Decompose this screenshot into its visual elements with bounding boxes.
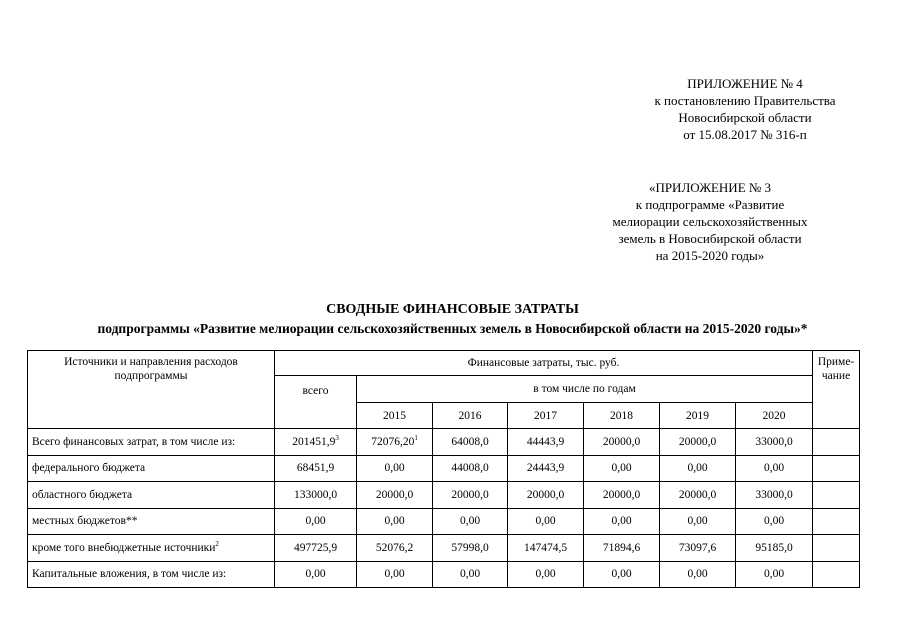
cell-value: 0,00	[535, 568, 556, 581]
value-cell-total	[275, 508, 357, 535]
value-cell-y2017	[508, 429, 584, 456]
row-label: кроме того внебюджетные источники	[32, 541, 216, 554]
value-cell-y2018	[584, 535, 660, 562]
cell-value: 0,00	[687, 462, 708, 475]
value-cell-y2016	[433, 508, 508, 535]
header-sources: Источники и направления расходов подпрограммы	[28, 351, 275, 429]
header-year: 2019	[660, 403, 736, 429]
cell-value: 0,00	[763, 568, 785, 581]
cell-value: 20000,0	[451, 488, 489, 501]
row-label-cell	[28, 508, 275, 535]
table-row	[28, 535, 860, 562]
table-row	[28, 429, 860, 456]
cell-value: 0,00	[611, 462, 632, 475]
cell-value: 52076,2	[375, 541, 414, 554]
cell-value: 71894,6	[602, 541, 641, 554]
value-cell-y2015	[357, 482, 433, 509]
value-cell-y2019	[660, 482, 736, 509]
value-cell-y2016	[433, 561, 508, 588]
header-note: Приме-чание	[813, 351, 860, 429]
value-cell-y2019	[660, 455, 736, 482]
value-cell-y2017	[508, 508, 584, 535]
cell-value: 201451,9	[292, 435, 336, 448]
value-cell-y2020	[736, 482, 813, 509]
value-cell-total	[275, 429, 357, 456]
value-cell-y2019	[660, 535, 736, 562]
header-year: 2018	[584, 403, 660, 429]
table-row	[28, 455, 860, 482]
cell-value: 20000,0	[526, 488, 565, 501]
row-label-cell	[28, 535, 275, 562]
annex-4-header	[580, 75, 905, 143]
cell-value: 68451,9	[296, 462, 335, 475]
cell-value: 0,00	[384, 462, 405, 475]
cell-value: 0,00	[611, 568, 632, 581]
value-cell-y2015	[357, 508, 433, 535]
annex-3-line: «ПРИЛОЖЕНИЕ № 3	[648, 180, 772, 195]
value-cell-y2019	[660, 561, 736, 588]
financial-costs-table	[27, 350, 860, 588]
cell-value: 44443,9	[526, 435, 565, 448]
value-cell-y2020	[736, 535, 813, 562]
row-label: Всего финансовых затрат, в том числе из:	[32, 435, 236, 448]
row-label: областного бюджета	[32, 488, 133, 501]
document-title: СВОДНЫЕ ФИНАНСОВЫЕ ЗАТРАТЫ	[326, 302, 579, 317]
header-year: 2017	[508, 403, 584, 429]
annex-4-line: к постановлению Правительства	[654, 93, 836, 108]
cell-value: 20000,0	[678, 435, 717, 448]
value-cell-y2020	[736, 561, 813, 588]
table-row	[28, 482, 860, 509]
cell-value: 0,00	[687, 568, 708, 581]
value-cell-y2019	[660, 429, 736, 456]
value-cell-y2015	[357, 429, 433, 456]
row-label-cell	[28, 561, 275, 588]
annex-4-line: Новосибирской области	[678, 110, 812, 125]
value-cell-y2018	[584, 508, 660, 535]
row-label-cell	[28, 482, 275, 509]
annex-4-line: от 15.08.2017 № 316-п	[683, 127, 807, 142]
cell-value: 73097,6	[678, 541, 717, 554]
value-cell-y2016	[433, 535, 508, 562]
value-cell-total	[275, 535, 357, 562]
value-cell-y2017	[508, 561, 584, 588]
annex-4-line: ПРИЛОЖЕНИЕ № 4	[687, 76, 803, 91]
cell-value: 20000,0	[678, 488, 717, 501]
header-year: 2016	[433, 403, 508, 429]
annex-3-line: земель в Новосибирской области	[618, 231, 802, 246]
annex-3-line: мелиорации сельскохозяйственных	[612, 214, 808, 229]
header-year: 2015	[357, 403, 433, 429]
value-cell-y2016	[433, 482, 508, 509]
header-year: 2020	[736, 403, 813, 429]
cell-value: 0,00	[459, 515, 481, 528]
value-cell-y2018	[584, 429, 660, 456]
value-cell-y2017	[508, 455, 584, 482]
table-row	[28, 508, 860, 535]
annex-3-line: к подпрограмме «Развитие	[635, 197, 785, 212]
note-cell	[813, 429, 860, 456]
value-cell-y2015	[357, 535, 433, 562]
note-cell	[813, 455, 860, 482]
footnote-marker: 2	[215, 539, 219, 548]
cell-value: 95185,0	[755, 541, 793, 554]
value-cell-y2017	[508, 482, 584, 509]
cell-value: 0,00	[305, 568, 326, 581]
header-total: всего	[275, 376, 357, 429]
row-label-cell	[28, 429, 275, 456]
table-row	[28, 561, 860, 588]
cell-value: 20000,0	[602, 435, 641, 448]
row-label: федерального бюджета	[32, 462, 146, 475]
cell-value: 44008,0	[451, 462, 489, 475]
value-cell-total	[275, 482, 357, 509]
cell-value: 0,00	[535, 515, 556, 528]
row-label: местных бюджетов**	[32, 515, 138, 528]
value-cell-y2016	[433, 429, 508, 456]
value-cell-y2020	[736, 429, 813, 456]
cell-value: 0,00	[611, 515, 632, 528]
row-label: Капитальные вложения, в том числе из:	[32, 568, 227, 581]
value-cell-total	[275, 455, 357, 482]
note-cell	[813, 508, 860, 535]
annex-3-header	[560, 179, 860, 264]
value-cell-y2017	[508, 535, 584, 562]
cell-value: 0,00	[763, 515, 785, 528]
annex-3-line: на 2015-2020 годы»	[655, 248, 765, 263]
cell-value: 0,00	[763, 462, 785, 475]
note-cell	[813, 535, 860, 562]
cell-value: 64008,0	[451, 435, 489, 448]
cell-value: 20000,0	[602, 488, 641, 501]
value-cell-y2019	[660, 508, 736, 535]
cell-value: 133000,0	[293, 488, 338, 501]
cell-value: 24443,9	[526, 462, 565, 475]
header-financial-costs: Финансовые затраты, тыс. руб.	[275, 351, 813, 376]
note-cell	[813, 561, 860, 588]
cell-value: 497725,9	[293, 541, 338, 554]
value-cell-y2015	[357, 455, 433, 482]
cell-value: 0,00	[384, 568, 405, 581]
table-body	[28, 429, 860, 588]
header-by-year: в том числе по годам	[357, 376, 813, 403]
cell-value: 147474,5	[523, 541, 568, 554]
cell-value: 0,00	[305, 515, 326, 528]
value-cell-y2020	[736, 508, 813, 535]
cell-value: 57998,0	[451, 541, 489, 554]
cell-value: 20000,0	[375, 488, 414, 501]
row-label-cell	[28, 455, 275, 482]
value-cell-y2020	[736, 455, 813, 482]
note-cell	[813, 482, 860, 509]
value-cell-y2018	[584, 561, 660, 588]
value-cell-y2015	[357, 561, 433, 588]
cell-value: 0,00	[384, 515, 405, 528]
value-cell-y2018	[584, 482, 660, 509]
cell-value: 0,00	[459, 568, 481, 581]
value-cell-y2016	[433, 455, 508, 482]
value-cell-y2018	[584, 455, 660, 482]
cell-value: 72076,20	[371, 435, 415, 448]
footnote-marker: 1	[414, 433, 418, 442]
cell-value: 33000,0	[755, 488, 793, 501]
cell-value: 0,00	[687, 515, 708, 528]
document-subtitle: подпрограммы «Развитие мелиорации сельскохозяйственных земель в Новосибирской области на 2015-2020 годы»*	[97, 321, 808, 336]
footnote-marker: 3	[335, 433, 339, 442]
cell-value: 33000,0	[755, 435, 793, 448]
value-cell-total	[275, 561, 357, 588]
